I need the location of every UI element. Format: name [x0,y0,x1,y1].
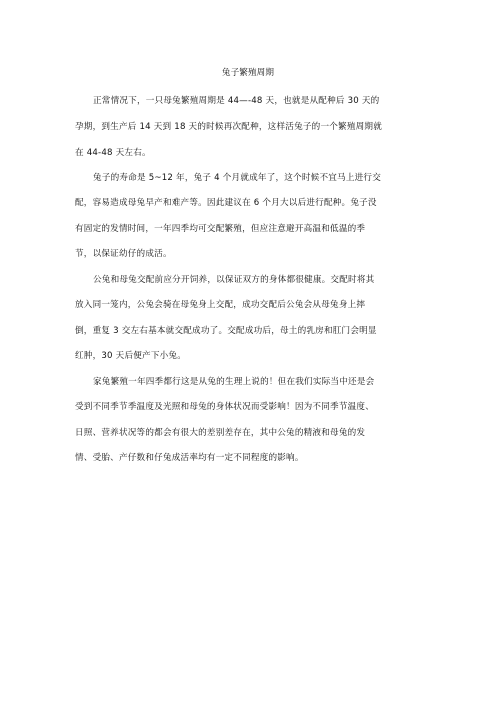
paragraph-3-line-1: 公兔和母兔交配前应分开饲养，以保证双方的身体都很健康。交配时将其 [93,275,375,285]
paragraph-4-line-2: 受到不同季节季温度及光照和母兔的身体状况而受影响！因为不同季节温度、 [75,402,374,412]
paragraph-2-line-1: 兔子的寿命是 5~12 年，兔子 4 个月就成年了，这个时候不宜马上进行交 [93,173,382,183]
paragraph-1-line-3: 在 44-48 天左右。 [75,148,151,158]
paragraph-3-line-3: 倒，重复 3 交左右基本就交配成功了。交配成功后，母土的乳房和肛门会明显 [75,326,377,336]
paragraph-1-line-1: 正常情况下，一只母兔繁殖周期是 44—-48 天，也就是从配种后 30 天的 [93,96,380,106]
paragraph-2-line-4: 节，以保证幼仔的成活。 [75,249,172,259]
paragraph-2-line-2: 配，容易造成母兔早产和难产等。因此建议在 6 个月大以后进行配种。兔子没 [75,198,377,208]
paragraph-3-line-2: 放入同一笼内，公兔会骑在母兔身上交配，成功交配后公兔会从母兔身上摔 [75,300,366,310]
paragraph-4-line-3: 日照、营养状况等的都会有很大的差别差存在，其中公兔的精液和母兔的发 [75,428,366,438]
paragraph-4-line-1: 家兔繁殖一年四季都行这是从兔的生理上说的！但在我们实际当中还是会 [93,377,375,387]
paragraph-3-line-4: 红肿，30 天后便产下小兔。 [75,351,186,361]
paragraph-4-line-4: 情、受胎、产仔数和仔兔成活率均有一定不同程度的影响。 [75,453,304,463]
paragraph-2-line-3: 有固定的发情时间，一年四季均可交配繁殖，但应注意避开高温和低温的季 [75,224,366,234]
paragraph-1-line-2: 孕期，到生产后 14 天到 18 天的时候再次配种，这样活兔子的一个繁殖周期就 [75,122,383,132]
document-title: 兔子繁殖周期 [221,68,275,78]
